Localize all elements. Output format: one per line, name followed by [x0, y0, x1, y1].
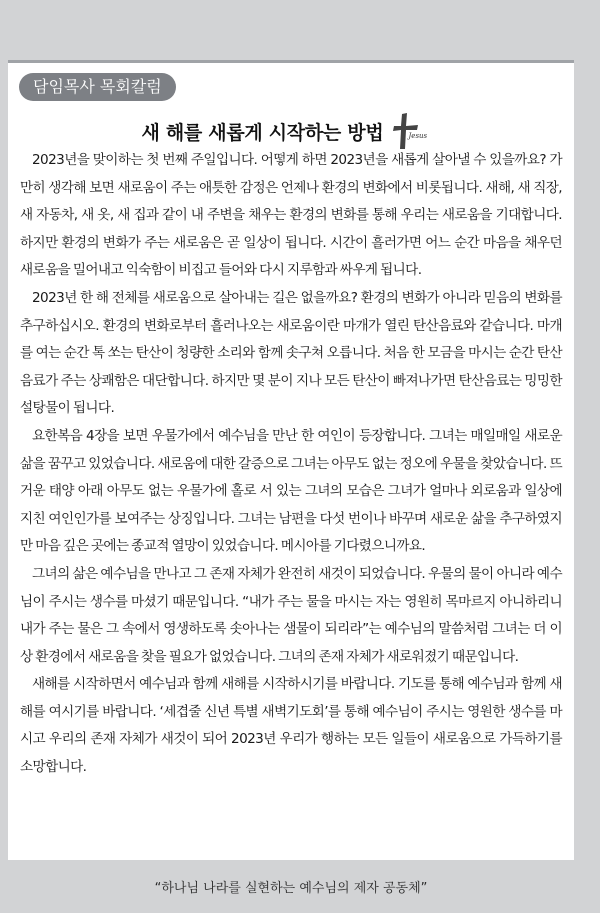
article-body — [20, 147, 562, 782]
column-category-badge: 담임목사 목회칼럼 — [19, 73, 176, 101]
cross-icon — [391, 113, 441, 149]
paragraph: 요한복음 4장을 보면 우물가에서 예수님을 만난 한 여인이 등장합니다. 그녀는 매일매일 새로운 삶을 꿈꾸고 있었습니다. 새로움에 대한 갈증으로 그녀는 아무도 없는 정오에 우물을 찾았습니다. 뜨거운 태양 아래 아무도 없는 우물가에 홀로 서 있는 그녀의 모습은 그녀가 얼마나 외로움과 일상에 지친 여인인가를 보여주는 상징입니다. 그녀는 남편을 다섯 번이나 바꾸며 새로운 삶을 추구하였지만 마음 깊은 곳에는 종교적 열망이 있었습니다. 메시아를 기다렸으니까요. — [20, 427, 562, 555]
paragraph: 새해를 시작하면서 예수님과 함께 새해를 시작하시기를 바랍니다. 기도를 통해 예수님과 함께 새해를 여시기를 바랍니다. ‘세겹줄 신년 특별 새벽기도회’를 통해 예수님이 주시는 영원한 생수를 마시고 우리의 존재 자체가 새것이 되어 2023년 우리가 행하는 모든 일들이 새로움으로 가득하기를 소망합니다. — [20, 676, 562, 776]
article-title: 새 해를 새롭게 시작하는 방법 — [141, 121, 384, 144]
paragraph: 2023년을 맞이하는 첫 번째 주일입니다. 어떻게 하면 2023년을 새롭게 살아낼 수 있을까요? 가만히 생각해 보면 새로움이 주는 애틋한 감정은 언제나 환경의 변화에서 비롯됩니다. 새해, 새 직장, 새 자동차, 새 옷, 새 집과 같이 내 주변을 채우는 환경의 변화를 통해 우리는 새로움을 기대합니다. 하지만 환경의 변화가 주는 새로움은 곧 일상이 됩니다. 시간이 흘러가면 어느 순간 마음을 채우던 새로움을 밀어내고 익숙함이 비집고 들어와 다시 지루함과 싸우게 됩니다. — [20, 152, 562, 279]
church-motto: “하나님 나라를 실현하는 예수님의 제자 공동체” — [154, 881, 428, 896]
title-row — [8, 113, 574, 149]
cross-caption: Jesus — [408, 132, 428, 140]
paragraph: 2023년 한 해 전체를 새로움으로 살아내는 길은 없을까요? 환경의 변화가 아니라 믿음의 변화를 추구하십시오. 환경의 변화로부터 흘러나오는 새로움이란 마개가 열린 탄산음료와 같습니다. 마개를 여는 순간 톡 쏘는 탄산이 청량한 소리와 함께 솟구쳐 오릅니다. 처음 한 모금을 마시는 순간 탄산음료가 주는 상쾌함은 대단합니다. 하지만 몇 분이 지나 모든 탄산이 빠져나가면 탄산음료는 밍밍한 설탕물이 됩니다. — [20, 289, 562, 417]
column-card — [8, 60, 574, 860]
paragraph: 그녀의 삶은 예수님을 만나고 그 존재 자체가 완전히 새것이 되었습니다. 우물의 물이 아니라 예수님이 주시는 생수를 마셨기 때문입니다. “내가 주는 물을 마시는 자는 영원히 목마르지 아니하리니 내가 주는 물은 그 속에서 영생하도록 솟아나는 샘물이 되리라”는 예수님의 말씀처럼 그녀는 더 이상 환경에서 새로움을 찾을 필요가 없었습니다. 그녀의 존재 자체가 새로워졌기 때문입니다. — [20, 565, 562, 665]
